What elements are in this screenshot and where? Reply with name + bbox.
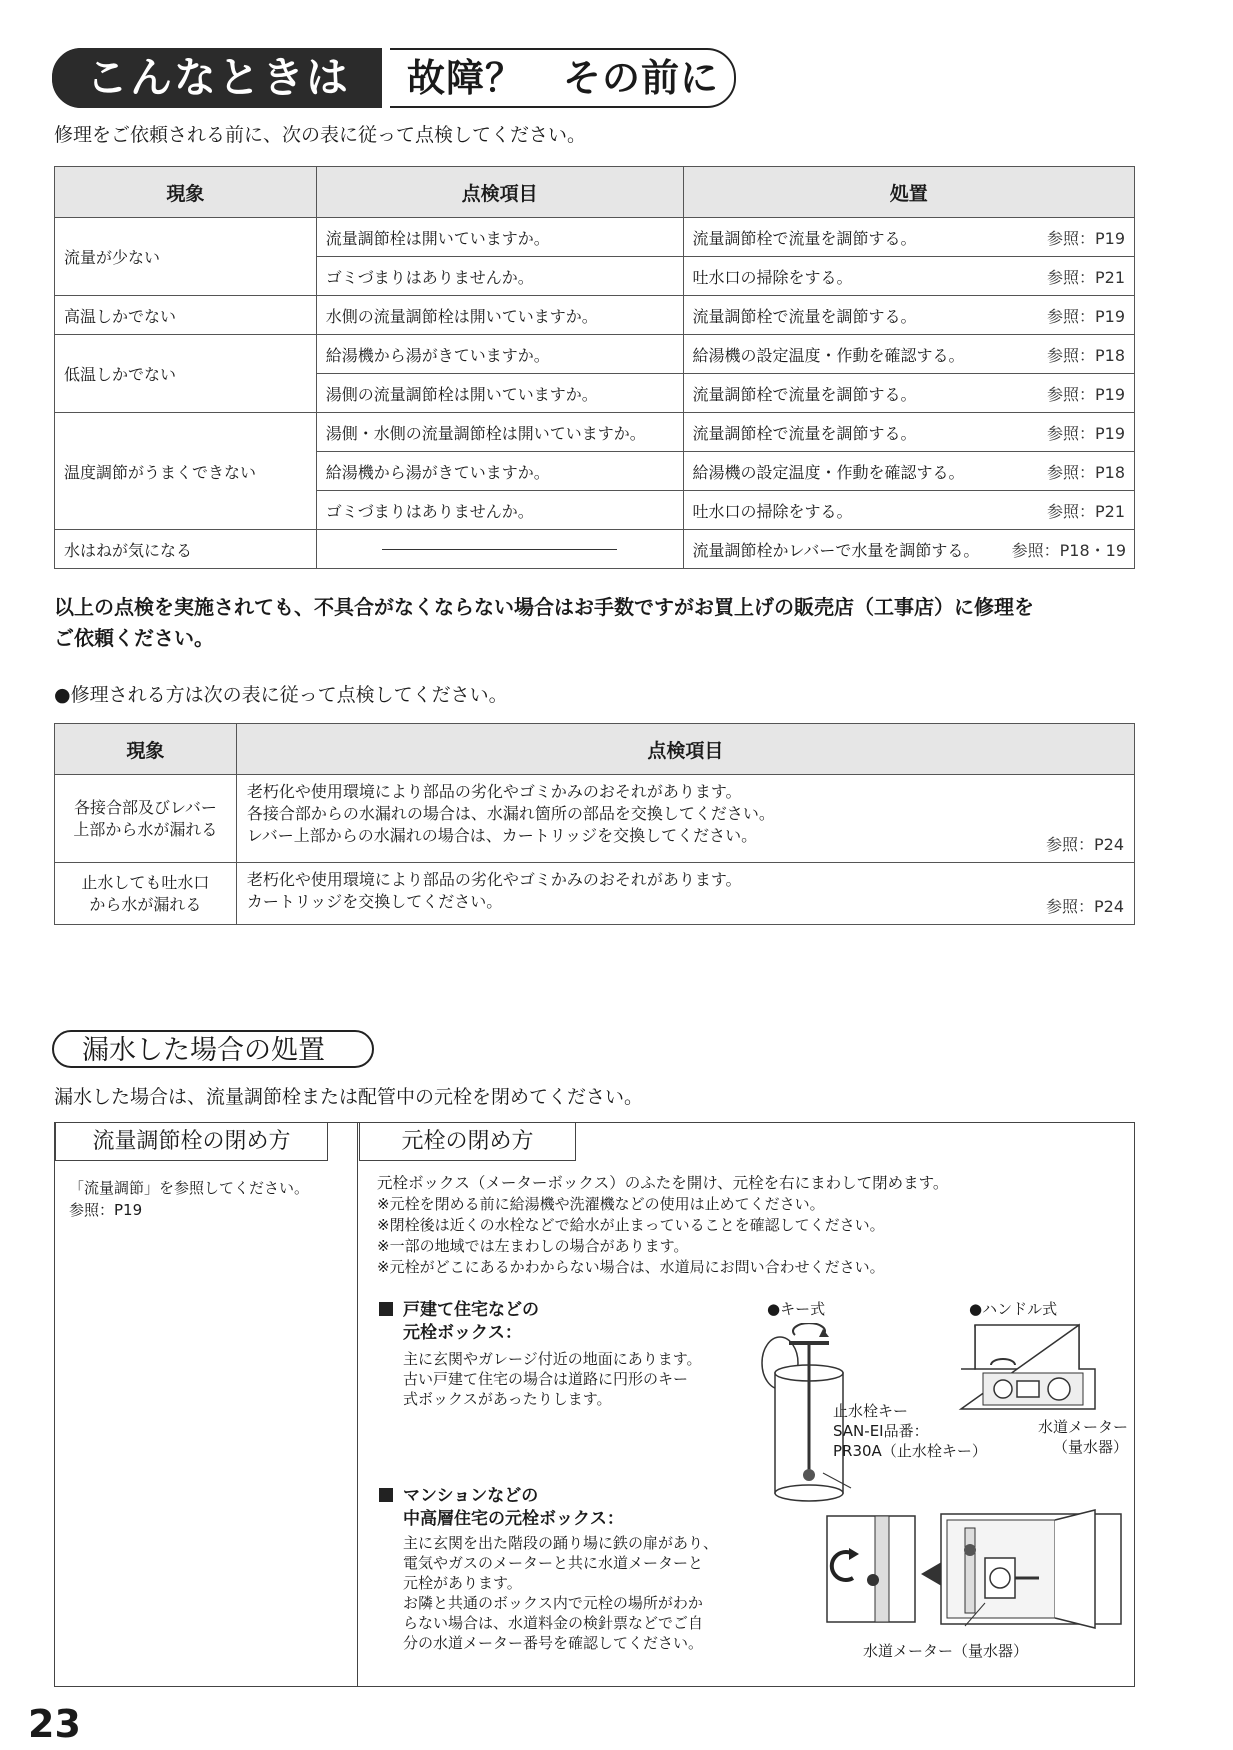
check-line: 老朽化や使用環境により部品の劣化やゴミかみのおそれがあります。 <box>246 782 742 801</box>
table-header-row <box>55 167 1135 218</box>
ref-label: 参照：P19 <box>1046 228 1125 248</box>
table-header-row <box>55 724 1135 775</box>
table-row <box>55 218 1135 257</box>
ref-label: 参照：P19 <box>1046 306 1125 326</box>
ref-label: 参照：P24 <box>1045 835 1124 854</box>
main-valve-note: ※元栓を閉める前に給湯機や洗濯機などの使用は止めてください。 <box>377 1195 825 1213</box>
check-cell-empty <box>316 530 683 569</box>
header-symptom: 現象 <box>55 167 317 218</box>
main-valve-text <box>377 1173 1117 1278</box>
symptom-line: 止水しても吐水口 <box>81 872 210 892</box>
main-valve-note: ※一部の地域では左まわしの場合があります。 <box>377 1237 689 1255</box>
action-text: 流量調節栓で流量を調節する。 <box>692 384 917 404</box>
key-caption-line: PR30A（止水栓キー） <box>833 1442 987 1460</box>
house-heading-line: 戸建て住宅などの <box>379 1299 539 1322</box>
apartment-body-line: 電気やガスのメーターと共に水道メーターと <box>403 1554 704 1572</box>
action-cell <box>683 530 1134 569</box>
ref-label: 参照：P18・19 <box>1011 540 1126 560</box>
table-row <box>55 413 1135 452</box>
apartment-heading <box>379 1485 624 1531</box>
house-body-line: 主に玄関やガレージ付近の地面にあります。 <box>403 1350 702 1368</box>
table-row <box>55 335 1135 374</box>
repairer-note: ●修理される方は次の表に従って点検してください。 <box>54 684 508 706</box>
ref-label: 参照：P18 <box>1046 462 1125 482</box>
symptom-line: 上部から水が漏れる <box>73 819 218 839</box>
header-check: 点検項目 <box>236 724 1134 775</box>
ref-label: 参照：P24 <box>1045 897 1124 916</box>
symptom-cell: 流量が少ない <box>55 218 317 296</box>
check-line: レバー上部からの水漏れの場合は、カートリッジを交換してください。 <box>246 826 758 845</box>
check-cell <box>236 863 1134 925</box>
apartment-heading-line: マンションなどの <box>379 1485 624 1508</box>
action-cell <box>683 257 1134 296</box>
action-cell <box>683 413 1134 452</box>
flow-valve-line: 「流量調節」を参照してください。 <box>69 1179 310 1197</box>
square-bullet-icon <box>379 1302 393 1316</box>
action-text: 給湯機の設定温度・作動を確認する。 <box>692 462 965 482</box>
action-text: 給湯機の設定温度・作動を確認する。 <box>692 345 965 365</box>
check-cell: 流量調節栓は開いていますか。 <box>316 218 683 257</box>
flow-valve-ref: 参照：P19 <box>69 1201 143 1219</box>
intro-text: 修理をご依頼される前に、次の表に従って点検してください。 <box>54 124 587 146</box>
ref-label: 参照：P19 <box>1046 384 1125 404</box>
banner-title-dark: こんなときは <box>52 48 382 108</box>
banner-title-light: 故障？ その前に <box>407 56 720 100</box>
apartment-meter-box-illustration <box>825 1508 1125 1638</box>
ref-label: 参照：P19 <box>1046 423 1125 443</box>
ref-label: 参照：P21 <box>1046 501 1125 521</box>
header-symptom: 現象 <box>55 724 237 775</box>
action-text: 流量調節栓で流量を調節する。 <box>692 228 917 248</box>
check-cell: 給湯機から湯がきていますか。 <box>316 452 683 491</box>
apartment-body-line: 主に玄関を出た階段の踊り場に鉄の扉があり、 <box>403 1534 719 1552</box>
tab-main-valve: 元栓の閉め方 <box>359 1123 576 1161</box>
table-row <box>55 530 1135 569</box>
header-check: 点検項目 <box>316 167 683 218</box>
check-cell: 水側の流量調節栓は開いていますか。 <box>316 296 683 335</box>
check-line: 各接合部からの水漏れの場合は、水漏れ箇所の部品を交換してください。 <box>246 804 775 823</box>
box-divider <box>357 1123 358 1686</box>
repair-note-line: ご依頼ください。 <box>54 626 214 650</box>
handle-valve-illustration <box>955 1323 1105 1423</box>
meter-caption <box>1009 1417 1128 1457</box>
meter-caption-line: （量水器） <box>1053 1438 1129 1456</box>
main-valve-line: 元栓ボックス（メーターボックス）のふたを開け、元栓を右にまわして閉めます。 <box>377 1174 949 1192</box>
tab-flow-valve: 流量調節栓の閉め方 <box>55 1123 328 1161</box>
main-valve-note: ※元栓がどこにあるかわからない場合は、水道局にお問い合わせください。 <box>377 1258 885 1276</box>
meter-caption-line: 水道メーター <box>1038 1418 1129 1436</box>
action-cell <box>683 218 1134 257</box>
symptom-cell: 水はねが気になる <box>55 530 317 569</box>
apartment-body-line: 元栓があります。 <box>403 1574 522 1592</box>
action-text: 吐水口の掃除をする。 <box>692 267 853 287</box>
apartment-meter-caption: 水道メーター（量水器） <box>863 1642 1029 1660</box>
action-cell <box>683 491 1134 530</box>
troubleshoot-table <box>54 166 1135 569</box>
flow-valve-text <box>69 1177 309 1221</box>
house-body <box>403 1349 702 1409</box>
check-line: カートリッジを交換してください。 <box>246 892 503 911</box>
check-cell: 給湯機から湯がきていますか。 <box>316 335 683 374</box>
symptom-cell <box>55 863 237 925</box>
action-text: 流量調節栓で流量を調節する。 <box>692 306 917 326</box>
symptom-line: 各接合部及びレバー <box>73 797 217 817</box>
table-row <box>55 296 1135 335</box>
symptom-cell <box>55 775 237 863</box>
house-heading-line: 元栓ボックス： <box>403 1323 522 1343</box>
symptom-cell: 高温しかでない <box>55 296 317 335</box>
header-action: 処置 <box>683 167 1134 218</box>
key-type-label: ●キー式 <box>767 1300 826 1318</box>
ref-label: 参照：P21 <box>1046 267 1125 287</box>
repair-note <box>54 592 1034 654</box>
action-cell <box>683 452 1134 491</box>
symptom-cell: 温度調節がうまくできない <box>55 413 317 530</box>
check-cell: 湯側の流量調節栓は開いていますか。 <box>316 374 683 413</box>
section-banner <box>52 48 734 106</box>
repairer-table <box>54 723 1135 925</box>
action-cell <box>683 335 1134 374</box>
check-cell: 湯側・水側の流量調節栓は開いていますか。 <box>316 413 683 452</box>
page-number: 23 <box>28 1702 81 1746</box>
action-cell <box>683 296 1134 335</box>
house-body-line: 古い戸建て住宅の場合は道路に円形のキー <box>403 1370 689 1388</box>
action-text: 吐水口の掃除をする。 <box>692 501 853 521</box>
ref-label: 参照：P18 <box>1046 345 1125 365</box>
leak-instructions-box <box>54 1122 1135 1687</box>
key-caption-line: SAN-EI品番： <box>833 1422 929 1440</box>
key-caption-line: 止水栓キー <box>833 1402 909 1420</box>
action-cell <box>683 374 1134 413</box>
action-text: 流量調節栓かレバーで水量を調節する。 <box>692 540 980 560</box>
leak-intro: 漏水した場合は、流量調節栓または配管中の元栓を閉めてください。 <box>54 1086 644 1108</box>
check-cell: ゴミづまりはありませんか。 <box>316 257 683 296</box>
symptom-cell: 低温しかでない <box>55 335 317 413</box>
main-valve-note: ※閉栓後は近くの水栓などで給水が止まっていることを確認してください。 <box>377 1216 885 1234</box>
apartment-body <box>403 1533 718 1653</box>
repair-note-line: 以上の点検を実施されても、不具合がなくならない場合はお手数ですがお買上げの販売店（工事店）に修理を <box>54 595 1034 619</box>
apartment-body-line: お隣と共通のボックス内で元栓の場所がわか <box>403 1594 703 1612</box>
apartment-body-line: らない場合は、水道料金の検針票などでご自 <box>403 1614 704 1632</box>
check-line: 老朽化や使用環境により部品の劣化やゴミかみのおそれがあります。 <box>246 870 742 889</box>
check-cell: ゴミづまりはありませんか。 <box>316 491 683 530</box>
leak-section-title: 漏水した場合の処置 <box>52 1030 374 1068</box>
symptom-line: から水が漏れる <box>89 894 202 914</box>
check-cell <box>236 775 1134 863</box>
handle-type-label: ●ハンドル式 <box>969 1300 1058 1318</box>
table-row <box>55 775 1135 863</box>
action-text: 流量調節栓で流量を調節する。 <box>692 423 917 443</box>
house-heading <box>379 1299 539 1345</box>
apartment-body-line: 分の水道メーター番号を確認してください。 <box>403 1634 704 1652</box>
house-body-line: 式ボックスがあったりします。 <box>403 1390 612 1408</box>
table-row <box>55 863 1135 925</box>
apartment-heading-line: 中高層住宅の元栓ボックス： <box>403 1509 624 1529</box>
dash-line <box>382 549 617 550</box>
square-bullet-icon <box>379 1488 393 1502</box>
